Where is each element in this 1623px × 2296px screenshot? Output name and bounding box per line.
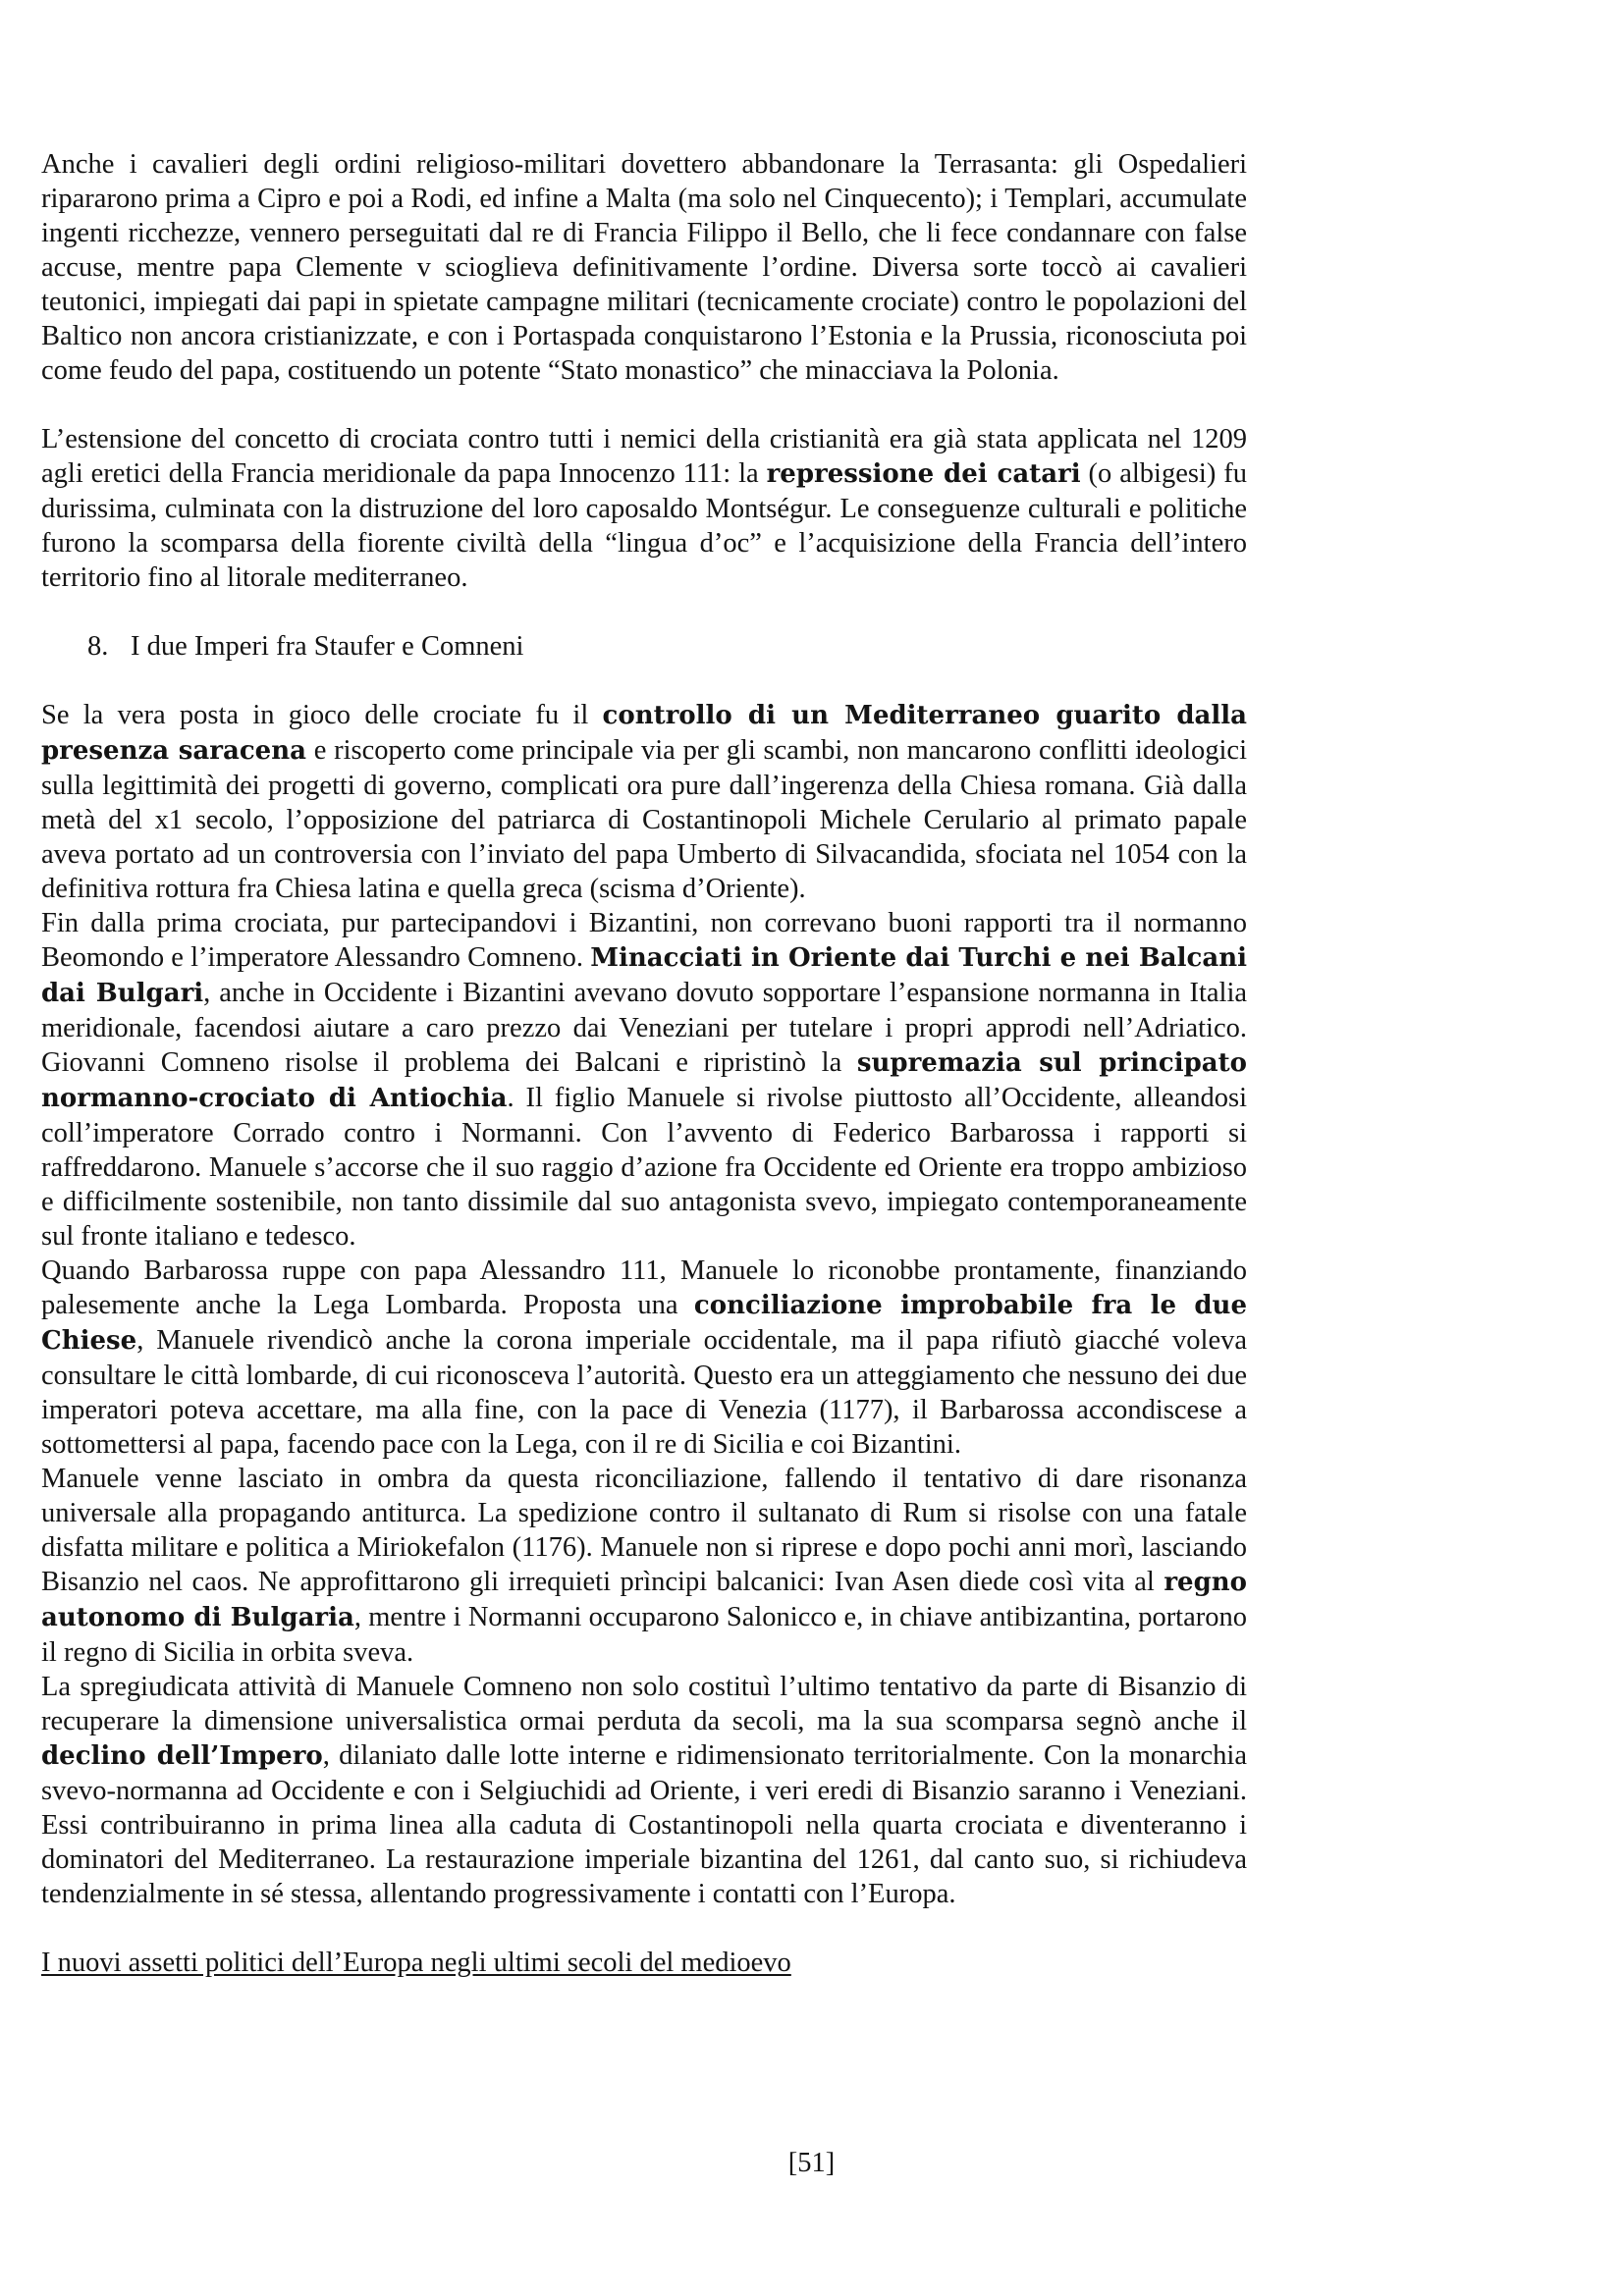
paragraph-text: La spregiudicata attività di Manuele Comneno non solo costituì l’ultimo tentativo da parte di Bisanzio di recuperare la dimensione universalistica ormai perduta da secoli, ma la sua scomparsa segnò anche il: [41, 1672, 1247, 1736]
section-heading-title: I due Imperi fra Staufer e Comneni: [131, 631, 524, 662]
bold-keyword: supremazia sul principato normanno-crociato di Antiochia: [41, 1048, 1248, 1113]
paragraph: [41, 698, 1247, 906]
page-number: [51]: [787, 2148, 836, 2178]
paragraph: [41, 906, 1247, 1254]
next-chapter-title: I nuovi assetti politici dell’Europa negli ultimi secoli del medioevo: [41, 1948, 791, 1978]
paragraph-text: e riscoperto come principale via per gli scambi, non mancarono conflitti ideologici sulla legittimità dei progetti di governo, complicati ora pure dall’ingerenza della Chiesa romana. Già dalla metà del x1 secolo, l’opposizione del patriarca di Costantinopoli Michele Cerulario al primato papale aveva portato ad un controversia con l’inviato del papa Umberto di Silvacandida, sfociata nel 1054 con la definitiva rottura fra Chiesa latina e quella greca (scisma d’Oriente).: [41, 735, 1247, 904]
paragraph-text: , dilaniato dalle lotte interne e ridimensionato territorialmente. Con la monarchia svevo-normanna ad Occidente e con i Selgiuchidi ad Oriente, i veri eredi di Bisanzio saranno i Veneziani. Essi contribuiranno in prima linea alla caduta di Costantinopoli nella quarta crociata e diventeranno i dominatori del Mediterraneo. La restaurazione imperiale bizantina del 1261, dal canto suo, si richiudeva tendenzialmente in sé stessa, allentando progressivamente i contatti con l’Europa.: [41, 1740, 1247, 1909]
paragraph: [41, 1254, 1247, 1462]
bold-keyword: conciliazione improbabile fra le due Chiese: [41, 1291, 1247, 1356]
page-body: [41, 147, 1247, 1980]
section-after-heading: [41, 698, 1247, 1911]
bold-keyword: repressione dei catari: [766, 459, 1081, 489]
paragraph-text: Manuele venne lasciato in ombra da questa riconciliazione, fallendo il tentativo di dare risonanza universale alla propagando antiturca. La spedizione contro il sultanato di Rum si risolse con una fatale disfatta militare e politica a Miriokefalon (1176). Manuele non si riprese e dopo pochi anni morì, lasciando Bisanzio nel caos. Ne approfittarono gli irrequieti prìncipi balcanici: Ivan Asen diede così vita al: [41, 1464, 1247, 1597]
paragraph: [41, 147, 1247, 388]
paragraph-text: , Manuele rivendicò anche la corona imperiale occidentale, ma il papa rifiutò giacché voleva consultare le città lombarde, di cui riconosceva l’autorità. Questo era un atteggiamento che nessuno dei due imperatori poteva accettare, ma alla fine, con la pace di Venezia (1177), il Barbarossa accondiscese a sottomettersi al papa, facendo pace con la Lega, con il re di Sicilia e coi Bizantini.: [41, 1325, 1247, 1460]
section-heading: [41, 629, 1247, 664]
paragraph-text: , anche in Occidente i Bizantini avevano dovuto sopportare l’espansione normanna in Italia meridionale, facendosi aiutare a caro prezzo dai Veneziani per tutelare i propri approdi nell’Adriatico. Giovanni Comneno risolse il problema dei Balcani e ripristinò la: [41, 978, 1248, 1078]
paragraph-text: (o albigesi) fu durissima, culminata con la distruzione del loro caposaldo Montségur. Le conseguenze culturali e politiche furono la scomparsa della fiorente civiltà della “lingua d’oc” e l’acquisizione della Francia dell’intero territorio fino al litorale mediterraneo.: [41, 458, 1248, 593]
bold-keyword: declino dell’Impero: [41, 1741, 323, 1771]
bold-keyword: regno autonomo di Bulgaria: [41, 1568, 1247, 1632]
paragraph: [41, 1670, 1247, 1911]
paragraph-text: Quando Barbarossa ruppe con papa Alessandro 111, Manuele lo riconobbe prontamente, finanziando palesemente anche la Lega Lombarda. Proposta una: [41, 1255, 1247, 1320]
paragraph-text: Fin dalla prima crociata, pur partecipandovi i Bizantini, non correvano buoni rapporti tra il normanno Beomondo e l’imperatore Alessandro Comneno.: [41, 908, 1247, 973]
paragraph-text: . Il figlio Manuele si rivolse piuttosto all’Occidente, alleandosi coll’imperatore Corrado contro i Normanni. Con l’avvento di Federico Barbarossa i rapporti si raffreddarono. Manuele s’accorse che il suo raggio d’azione fra Occidente ed Oriente era troppo ambizioso e difficilmente sostenibile, non tanto dissimile dal suo antagonista svevo, impiegato contemporaneamente sul fronte italiano e tedesco.: [41, 1083, 1247, 1252]
paragraph-text: , mentre i Normanni occuparono Salonicco e, in chiave antibizantina, portarono il regno di Sicilia in orbita sveva.: [41, 1602, 1247, 1668]
paragraph: [41, 1462, 1247, 1670]
section-heading-number: 8.: [87, 631, 109, 662]
section-before-heading: [41, 147, 1247, 595]
paragraph: [41, 422, 1247, 595]
paragraph-text: L’estensione del concetto di crociata contro tutti i nemici della cristianità era già stata applicata nel 1209 agli eretici della Francia meridionale da papa Innocenzo 111: la: [41, 424, 1247, 489]
bold-keyword: Minacciati in Oriente dai Turchi e nei Balcani dai Bulgari: [41, 943, 1247, 1008]
paragraph-text: Anche i cavalieri degli ordini religioso-militari dovettero abbandonare la Terrasanta: gli Ospedalieri ripararono prima a Cipro e poi a Rodi, ed infine a Malta (ma solo nel Cinquecento); i Templari, accumulate ingenti ricchezze, vennero perseguitati dal re di Francia Filippo il Bello, che li fece condannare con false accuse, mentre papa Clemente v scioglieva definitivamente l’ordine. Diversa sorte toccò ai cavalieri teutonici, impiegati dai papi in spietate campagne militari (tecnicamente crociate) contro le popolazioni del Baltico non ancora cristianizzate, e con i Portaspada conquistarono l’Estonia e la Prussia, riconosciuta poi come feudo del papa, costituendo un potente “Stato monastico” che minacciava la Polonia.: [41, 149, 1247, 386]
bold-keyword: controllo di un Mediterraneo guarito dalla presenza saracena: [41, 701, 1247, 766]
paragraph-text: Se la vera posta in gioco delle crociate fu il: [41, 700, 603, 730]
